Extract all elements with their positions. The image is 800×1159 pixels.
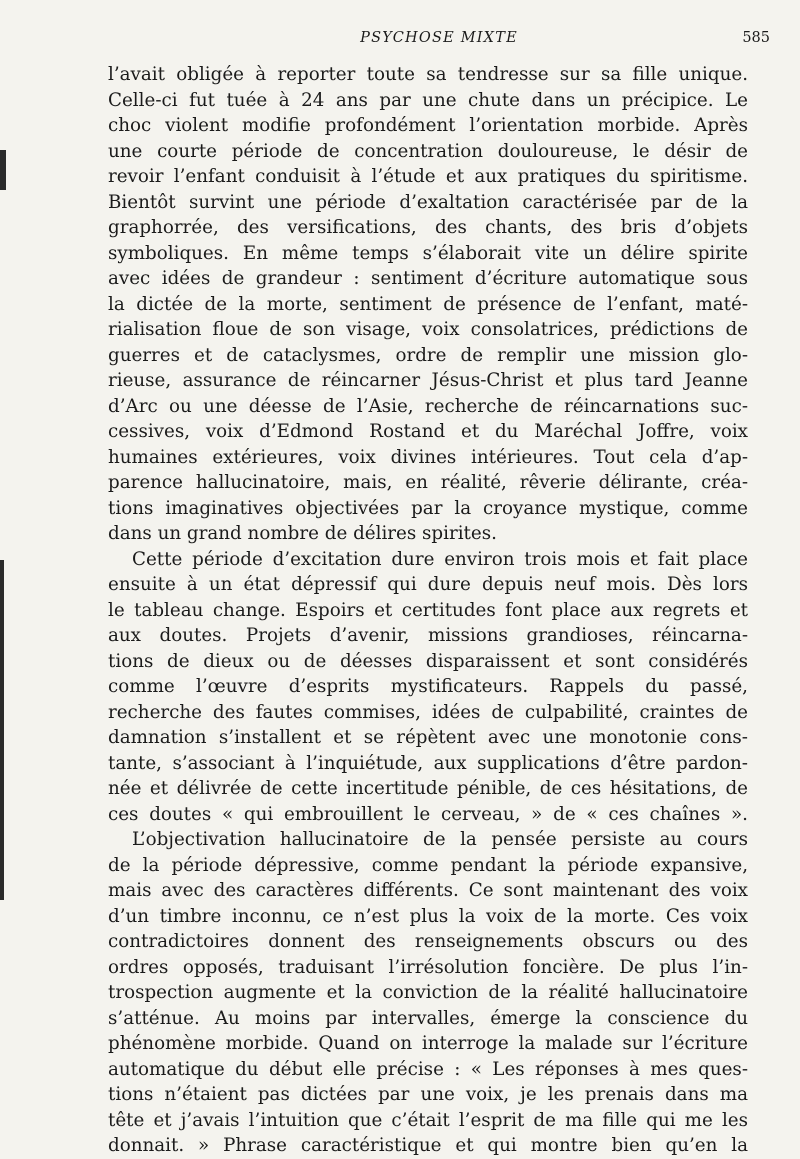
text-line: choc violent modifie profondément l’orientation morbide. Après — [108, 115, 748, 136]
text-line: le tableau change. Espoirs et certitudes font place aux regrets et — [108, 599, 748, 621]
text-line: Cette période d’excitation dure environ trois mois et fait place — [132, 548, 748, 570]
page-header — [108, 30, 770, 52]
text-line: dans un grand nombre de délires spirites. — [108, 523, 497, 544]
text-line: cessives, voix d’Edmond Rostand et du Maréchal Joffre, voix — [108, 421, 748, 442]
text-line: d’Arc ou une déesse de l’Asie, recherche de réincarnations suc- — [108, 395, 748, 417]
text-line: une courte période de concentration douloureuse, le désir de — [108, 140, 748, 162]
text-line: Celle-ci fut tuée à 24 ans par une chute dans un précipice. Le — [108, 89, 748, 111]
body-text — [108, 62, 748, 1159]
text-line: tions de dieux ou de déesses disparaissent et sont considérés — [108, 650, 748, 672]
text-line: guerres et de cataclysmes, ordre de remplir une mission glo- — [108, 344, 748, 366]
text-line: phénomène morbide. Quand on interroge la malade sur l’écriture — [108, 1033, 748, 1054]
text-line: contradictoires donnent des renseignements obscurs ou des — [108, 931, 748, 952]
text-line: ordres opposés, traduisant l’irrésolution foncière. De plus l’in- — [108, 956, 748, 978]
text-line: Bientôt survint une période d’exaltation caractérisée par de la — [108, 191, 748, 213]
text-line: tions n’étaient pas dictées par une voix, je les prenais dans ma — [108, 1084, 748, 1105]
text-line: ces doutes « qui embrouillent le cerveau, » de « ces chaînes ». — [108, 803, 748, 825]
text-line: automatique du début elle précise : « Les réponses à mes ques- — [108, 1058, 748, 1080]
margin-mark — [0, 150, 6, 190]
text-line: revoir l’enfant conduisit à l’étude et aux pratiques du spiritisme. — [108, 166, 748, 187]
text-line: trospection augmente et la conviction de la réalité hallucinatoire — [108, 982, 748, 1003]
text-line: humaines extérieures, voix divines intérieures. Tout cela d’ap- — [108, 446, 748, 468]
text-line: ensuite à un état dépressif qui dure depuis neuf mois. Dès lors — [108, 574, 748, 595]
text-line: la dictée de la morte, sentiment de présence de l’enfant, maté- — [108, 293, 748, 315]
text-line: damnation s’installent et se répètent avec une monotonie cons- — [108, 727, 748, 748]
text-line: de la période dépressive, comme pendant la période expansive, — [108, 854, 748, 876]
text-line: tête et j’avais l’intuition que c’était l’esprit de ma fille qui me les — [108, 1109, 748, 1131]
text-line: avec idées de grandeur : sentiment d’écriture automatique sous — [108, 268, 748, 289]
page-number: 585 — [742, 30, 770, 46]
text-line: tante, s’associant à l’inquiétude, aux supplications d’être pardon- — [108, 752, 748, 774]
text-line: l’avait obligée à reporter toute sa tendresse sur sa fille unique. — [108, 64, 748, 85]
text-line: s’atténue. Au moins par intervalles, émerge la conscience du — [108, 1007, 748, 1029]
text-line: rialisation floue de son visage, voix consolatrices, prédictions de — [108, 319, 748, 340]
running-title: PSYCHOSE MIXTE — [360, 30, 518, 46]
margin-mark — [0, 560, 4, 900]
text-line: parence hallucinatoire, mais, en réalité, rêverie délirante, créa- — [108, 472, 748, 493]
text-line: comme l’œuvre d’esprits mystificateurs. Rappels du passé, — [108, 676, 748, 697]
text-line: d’un timbre inconnu, ce n’est plus la voix de la morte. Ces voix — [108, 905, 748, 927]
text-line: née et délivrée de cette incertitude pénible, de ces hésitations, de — [108, 778, 748, 799]
text-line: donnait. » Phrase caractéristique et qui montre bien qu’en la — [108, 1135, 748, 1156]
text-line: mais avec des caractères différents. Ce sont maintenant des voix — [108, 880, 748, 901]
text-line: graphorrée, des versifications, des chants, des bris d’objets — [108, 217, 748, 238]
text-line: recherche des fautes commises, idées de culpabilité, craintes de — [108, 701, 748, 723]
text-line: tions imaginatives objectivées par la croyance mystique, comme — [108, 497, 748, 519]
text-line: aux doutes. Projets d’avenir, missions grandioses, réincarna- — [108, 625, 748, 646]
text-line: symboliques. En même temps s’élaborait vite un délire spirite — [108, 242, 748, 264]
text-line: L’objectivation hallucinatoire de la pensée persiste au cours — [132, 829, 748, 850]
text-line: rieuse, assurance de réincarner Jésus-Christ et plus tard Jeanne — [108, 370, 748, 391]
